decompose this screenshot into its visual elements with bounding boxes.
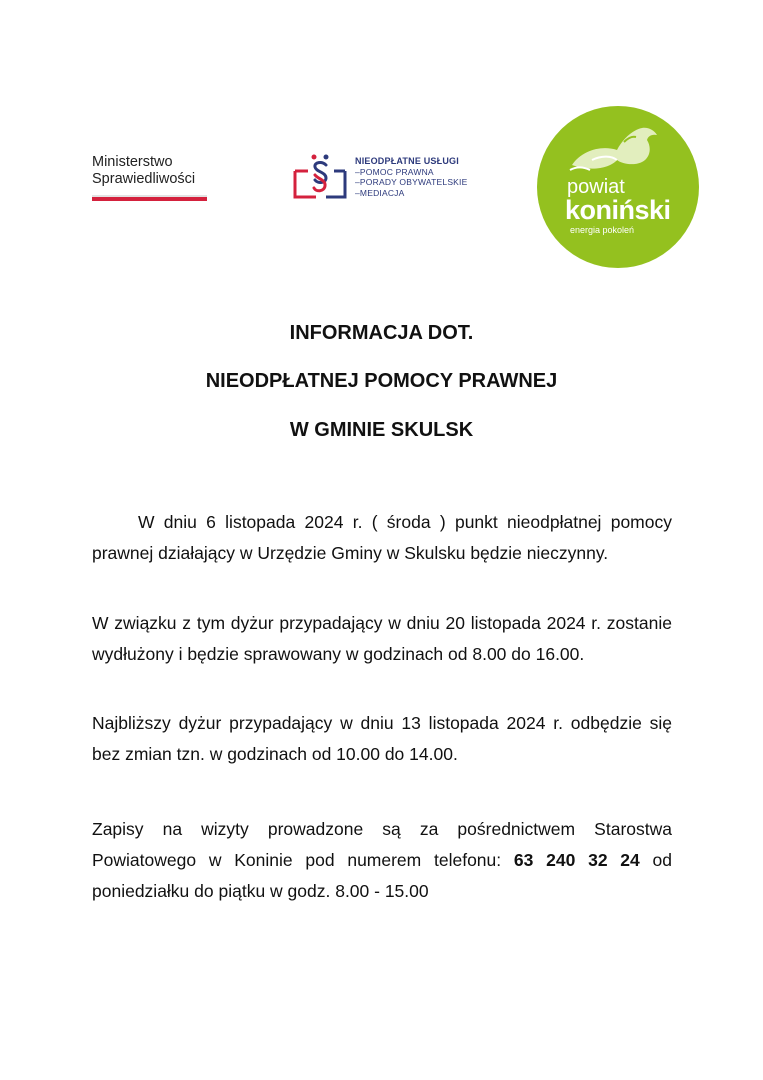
paragraph-closure-text: W dniu 6 listopada 2024 r. ( środa ) punkt nieodpłatnej pomocy prawnej działający w Urzędzie Gminy w Skulsku będzie nieczynny.: [92, 512, 672, 563]
powiat-word: powiat: [567, 176, 625, 198]
powiat-koninski-logo: [537, 106, 699, 268]
title-line-2: NIEODPŁATNEJ POMOCY PRAWNEJ: [205, 370, 558, 392]
registration-text-after: od poniedziałku do piątku w godz. 8.00 - 15.00: [92, 850, 673, 901]
paragraph-closure: [92, 507, 672, 569]
np-line1: NIEODPŁATNE USŁUGI: [355, 156, 459, 166]
ministry-name-line1: Ministerstwo: [92, 154, 173, 170]
ministry-logo: [92, 154, 212, 201]
free-legal-services-logo: [292, 153, 492, 203]
title-line-3: W GMINIE SKULSK: [289, 419, 474, 441]
ministry-name-line2: Sprawiedliwości: [92, 171, 196, 187]
free-legal-services-text: [355, 156, 468, 198]
paragraph-book-icon: [292, 153, 350, 203]
horse-icon: [562, 120, 672, 180]
paragraph-extended-hours: [92, 608, 672, 670]
paragraph-extended-hours-text: W związku z tym dyżur przypadający w dniu 20 listopada 2024 r. zostanie wydłużony i będzie sprawowany w godzinach od 8.00 do 16.00.: [92, 613, 672, 664]
registration-text-before: Zapisy na wizyty prowadzone są za pośrednictwem Starostwa Powiatowego w Koninie pod numerem telefonu:: [92, 819, 672, 870]
paragraph-next-duty-text: Najbliższy dyżur przypadający w dniu 13 listopada 2024 r. odbędzie się bez zmian tzn. w godzinach od 10.00 do 14.00.: [92, 713, 672, 764]
paragraph-registration: [92, 814, 672, 907]
title-line-1: INFORMACJA DOT.: [289, 322, 474, 344]
np-line3: –PORADY OBYWATELSKIE: [355, 177, 468, 187]
koninski-word: koniński: [565, 195, 671, 225]
np-line2: –POMOC PRAWNA: [355, 166, 434, 177]
paragraph-next-duty: [92, 708, 672, 770]
ministry-flag-red: [92, 197, 207, 201]
phone-number: 63 240 32 24: [513, 850, 640, 870]
np-line4: –MEDIACJA: [355, 187, 405, 198]
energia-tagline: energia pokoleń: [570, 225, 635, 235]
